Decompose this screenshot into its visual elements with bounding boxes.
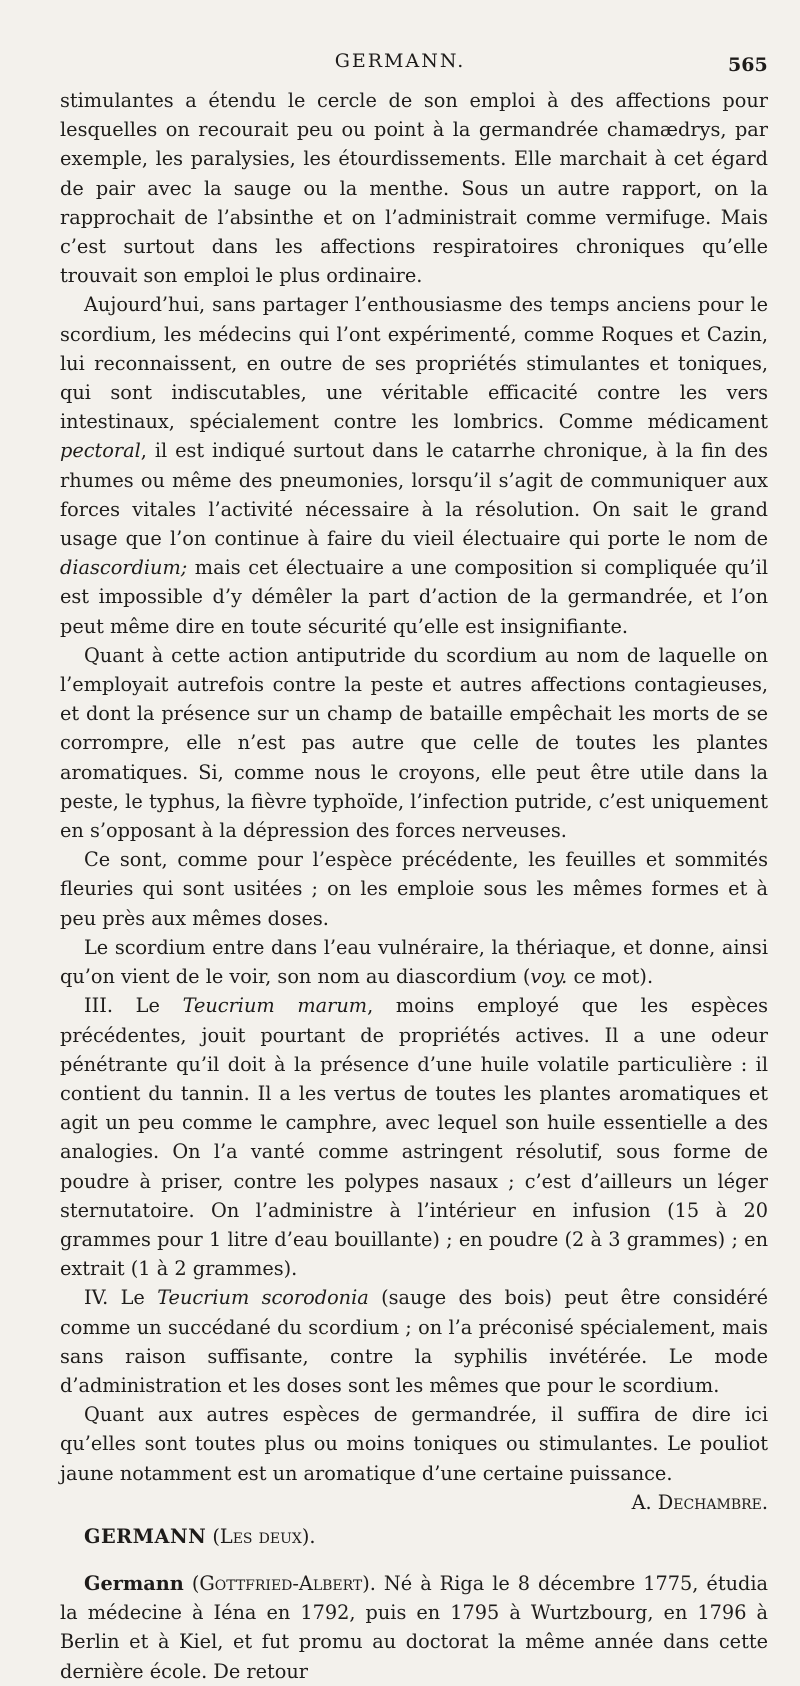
text-run: Quant aux autres espèces de germandrée, il suffira de dire ici qu’elles sont toutes plus ou moins toniques ou stimulantes. Le pouliot jaune notamment est un aromatique d’une certaine puissance. — [60, 1403, 768, 1485]
paragraph-list — [60, 86, 768, 1514]
paragraph — [60, 641, 768, 845]
text-run: (sauge des bois) peut être considéré comme un succédané du scordium ; on l’a préconisé spécialement, mais sans raison suffisante, contre la syphilis invétérée. Le mode d’administration et les doses sont les mêmes que pour le scordium. — [60, 1286, 768, 1397]
biography-given-names: (Gottfried-Albert). — [191, 1571, 376, 1595]
text-run: , il est indiqué surtout dans le catarrhe chronique, à la fin des rhumes ou même des pneumonies, lorsqu’il s’agit de communiquer aux forces vitales l’activité nécessaire à la résolution. On sait le grand usage que l’on continue à faire du vieil électuaire qui porte le nom de — [60, 439, 768, 551]
biography-paragraph — [60, 1569, 768, 1686]
text-run: mais cet électuaire a une composition si compliquée qu’il est impossible d’y démêler la part d’action de la germandrée, et l’on peut même dire en toute sécurité qu’elle est insignifiante. — [60, 556, 768, 638]
running-title: GERMANN. — [334, 50, 466, 72]
text-run: IV. Le — [84, 1286, 158, 1310]
italic-text: voy. — [530, 965, 568, 989]
italic-text: diascordium; — [60, 556, 188, 580]
italic-text: pectoral — [60, 439, 141, 463]
text-run: Aujourd’hui, sans partager l’enthousiasme des temps anciens pour le scordium, les médecins qui l’ont expérimenté, comme Roques et Cazin, lui reconnaissent, en outre de ses propriétés stimulantes et toniques, qui sont indiscutables, une véritable efficacité contre les vers intestinaux, spécialement contre les lombrics. Comme médicament — [60, 293, 768, 434]
paragraph — [60, 1283, 768, 1400]
italic-text: Teucrium scorodonia — [157, 1286, 369, 1310]
text-run: Le scordium entre dans l’eau vulnéraire, la thériaque, et donne, ainsi qu’on vient de le voir, son nom au diascordium ( — [60, 935, 768, 989]
italic-text: Teucrium marum — [182, 994, 368, 1018]
entry-title: GERMANN — [84, 1524, 207, 1548]
entry-heading — [60, 1522, 768, 1551]
paragraph — [60, 1400, 768, 1514]
text-run: ce mot). — [567, 965, 654, 989]
page-number: 565 — [728, 54, 768, 76]
biography-name: Germann — [84, 1571, 184, 1595]
paragraph — [60, 290, 768, 640]
author-signature: A. Dechambre. — [631, 1490, 768, 1514]
text-run: stimulantes a étendu le cercle de son emploi à des affections pour lesquelles on recourait peu ou point à la germandrée chamædrys, par exemple, les paralysies, les étourdissements. Elle marchait à cet égard de pair avec la sauge ou la menthe. Sous un autre rapport, on la rapprochait de l’absinthe et on l’administrait comme vermifuge. Mais c’est surtout dans les affections respiratoires chroniques qu’elle trouvait son emploi le plus ordinaire. — [60, 89, 768, 288]
page-body — [60, 86, 768, 1686]
text-run: Ce sont, comme pour l’espèce précédente, les feuilles et sommités fleuries qui sont usitées ; on les emploie sous les mêmes formes et à peu près aux mêmes doses. — [60, 848, 768, 930]
biography-text: Né à Riga le 8 décembre 1775, étudia la médecine à Iéna en 1792, puis en 1795 à Wurtzbourg, en 1796 à Berlin et à Kiel, et fut promu au doctorat la même année dans cette dernière école. De retour — [60, 1571, 768, 1683]
text-run: Quant à cette action antiputride du scordium au nom de laquelle on l’employait autrefois contre la peste et autres affections contagieuses, et dont la présence sur un champ de bataille empêchait les morts de se corrompre, elle n’est pas autre que celle de toutes les plantes aromatiques. Si, comme nous le croyons, elle peut être utile dans la peste, le typhus, la fièvre typhoïde, l’infection putride, c’est uniquement en s’opposant à la dépression des forces nerveuses. — [60, 643, 768, 843]
paragraph — [60, 845, 768, 933]
entry-subtitle: (Les deux). — [212, 1524, 316, 1548]
text-run: , moins employé que les espèces précédentes, jouit pourtant de propriétés actives. Il a une odeur pénétrante qu’il doit à la présence d’une huile volatile particulière : il contient du tannin. Il a les vertus de toutes les plantes aromatiques et agit un peu comme le camphre, avec lequel son huile essentielle a des analogies. On l’a vanté comme astringent résolutif, sous forme de poudre à priser, contre les polypes nasaux ; c’est d’ailleurs un léger sternutatoire. On l’administre à l’intérieur en infusion (15 à 20 grammes pour 1 litre d’eau bouillante) ; en poudre (2 à 3 grammes) ; en extrait (1 à 2 grammes). — [60, 994, 768, 1281]
paragraph — [60, 991, 768, 1283]
paragraph — [60, 933, 768, 991]
text-run: III. Le — [84, 994, 183, 1018]
paragraph — [60, 86, 768, 290]
